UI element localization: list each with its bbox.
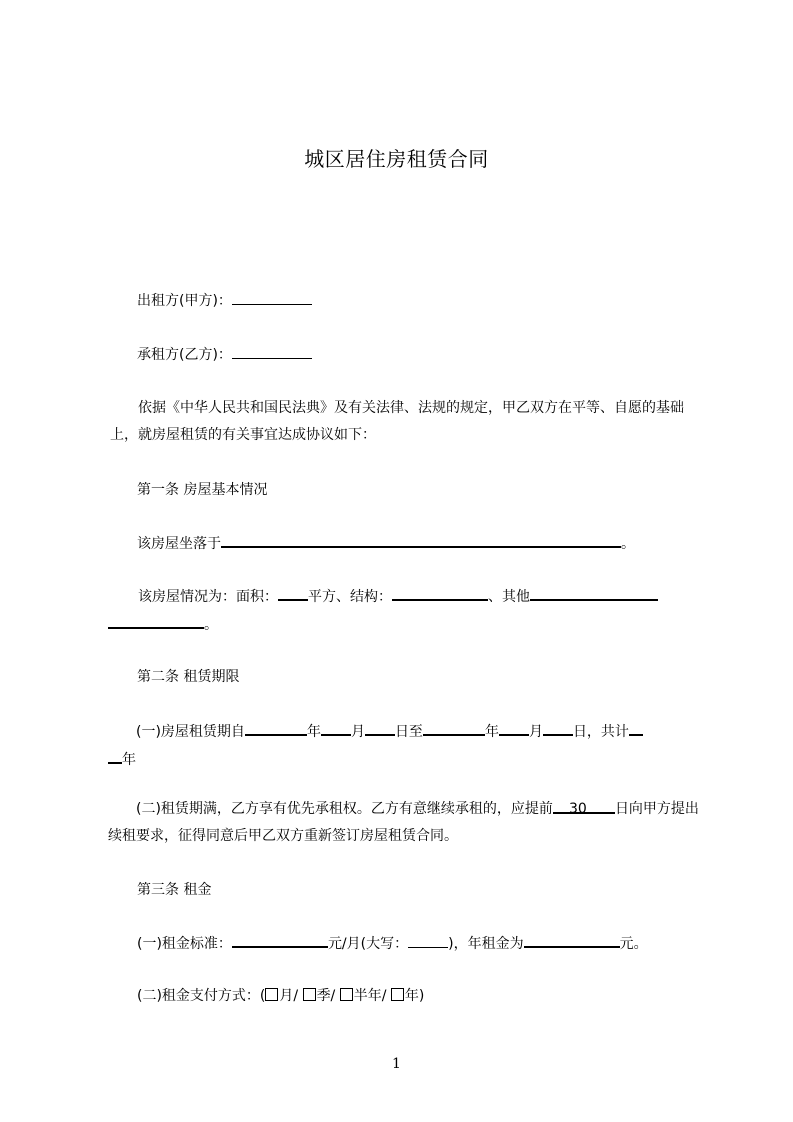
lessor-line <box>137 288 729 314</box>
annual-rent-blank[interactable] <box>524 930 620 948</box>
structure-blank[interactable] <box>392 583 488 601</box>
area-blank[interactable] <box>278 583 308 601</box>
checkbox-quarterly[interactable] <box>303 988 316 1001</box>
location-label: 该房屋坐落于 <box>137 536 221 552</box>
article-2-title-text: 第二条 租赁期限 <box>137 669 240 685</box>
renewal-text-a: (二)租赁期满，乙方享有优先承租权。乙方有意继续承租的，应提前 <box>136 801 553 817</box>
article-2-title <box>137 664 729 690</box>
page-number: 1 <box>392 1056 401 1072</box>
start-year-label: 年 <box>306 724 321 740</box>
checkbox-yearly[interactable] <box>391 988 404 1001</box>
other-blank-1[interactable] <box>530 583 658 601</box>
total-years-blank-2[interactable] <box>108 746 122 764</box>
monthly-rent-blank[interactable] <box>232 930 328 948</box>
option-yearly: 年) <box>404 988 425 1004</box>
intro-text: 依据《中华人民共和国民法典》及有关法律、法规的规定，甲乙双方在平等、自愿的基础上，就房屋租赁的有关事宜达成协议如下： <box>110 400 684 443</box>
lessor-label: 出租方(甲方)： <box>137 293 232 309</box>
end-day-label: 日，共计 <box>572 724 629 740</box>
intro-paragraph <box>110 395 702 449</box>
lessee-line <box>137 342 729 368</box>
end-day-blank[interactable] <box>543 718 573 736</box>
renewal-days-value: 30 <box>568 801 587 817</box>
start-day-label: 日至 <box>394 724 423 740</box>
article-3-payment <box>137 983 707 1009</box>
start-day-blank[interactable] <box>365 718 395 736</box>
rent-standard-label: (一)租金标准： <box>137 936 232 952</box>
option-monthly: 月/ <box>279 988 303 1004</box>
renewal-text-b: 日向甲方提出续租要求，征得同意后甲乙双方重新签订房屋租赁合同。 <box>108 801 699 844</box>
info-end: 。 <box>204 617 218 633</box>
article-1-info <box>108 583 704 639</box>
lessor-blank[interactable] <box>232 289 312 305</box>
end-month-label: 月 <box>528 724 543 740</box>
article-1-title-text: 第一条 房屋基本情况 <box>137 482 268 498</box>
article-1-title <box>137 477 729 503</box>
start-year-blank[interactable] <box>245 718 307 736</box>
article-2-renewal <box>108 796 704 850</box>
location-blank[interactable] <box>221 530 621 548</box>
checkbox-monthly[interactable] <box>265 988 278 1001</box>
rent-uppercase-blank[interactable] <box>408 932 448 948</box>
start-month-label: 月 <box>350 724 365 740</box>
payment-label: (二)租金支付方式：( <box>137 988 266 1004</box>
article-2-term <box>108 718 704 774</box>
info-structure-label: 平方、结构： <box>308 589 392 605</box>
article-3-title <box>137 877 729 903</box>
end-month-blank[interactable] <box>499 718 529 736</box>
checkbox-half-year[interactable] <box>340 988 353 1001</box>
lessee-blank[interactable] <box>232 343 312 359</box>
option-half-year: 半年/ <box>353 988 391 1004</box>
page-title: 城区居住房租赁合同 <box>304 147 489 171</box>
end-year-blank[interactable] <box>423 718 485 736</box>
article-3-rent <box>137 930 707 957</box>
info-other-label: 、其他 <box>488 589 530 605</box>
annual-rent-end: 元。 <box>619 936 648 952</box>
renewal-days-blank[interactable] <box>553 796 615 817</box>
end-year-label: 年 <box>484 724 499 740</box>
start-month-blank[interactable] <box>321 718 351 736</box>
location-end: 。 <box>621 536 635 552</box>
annual-rent-label: )，年租金为 <box>448 936 524 952</box>
article-1-location <box>137 530 697 557</box>
rent-uppercase-label: 元/月(大写： <box>327 936 409 952</box>
info-area-label: 该房屋情况为：面积： <box>138 589 278 605</box>
other-blank-2[interactable] <box>108 611 204 629</box>
option-quarterly: 季/ <box>316 988 340 1004</box>
article-3-title-text: 第三条 租金 <box>137 882 212 898</box>
total-years-label: 年 <box>122 752 136 768</box>
total-years-blank-1[interactable] <box>629 718 643 736</box>
lessee-label: 承租方(乙方)： <box>137 347 232 363</box>
term-label: (一)房屋租赁期自 <box>136 724 245 740</box>
